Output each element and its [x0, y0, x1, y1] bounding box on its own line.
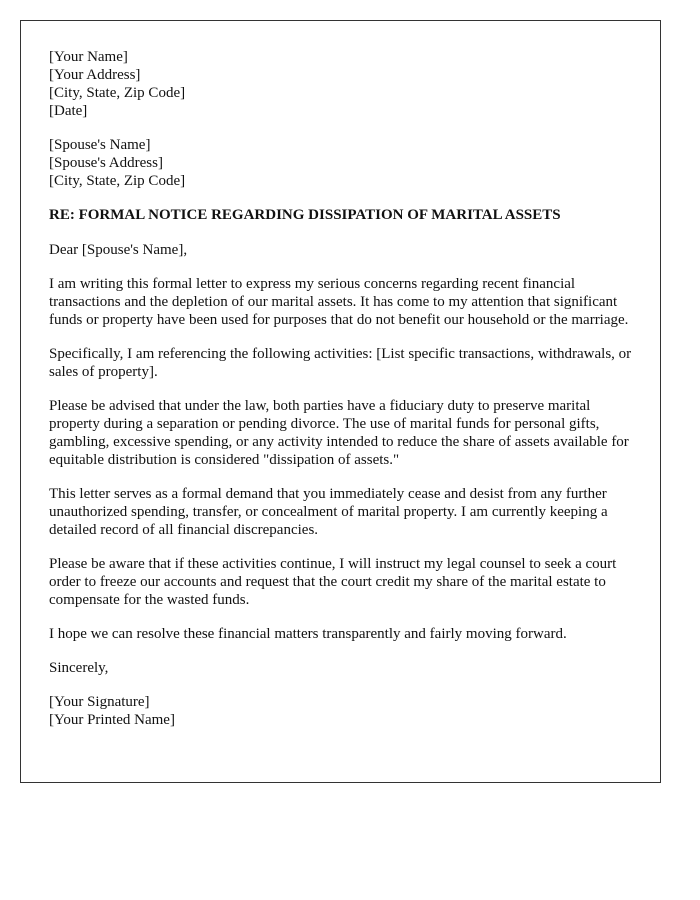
body-paragraph: Please be advised that under the law, both parties have a fiduciary duty to preserve marital property during a separation or pending divorce. The use of marital funds for personal gifts, gambling, excessive spending, or any activity intended to reduce the share of assets available for equitable distribution is considered "dissipation of assets.": [49, 398, 629, 468]
signature: [Your Signature]: [49, 694, 150, 710]
sender-name: [Your Name]: [49, 49, 128, 65]
body-paragraph: I am writing this formal letter to express my serious concerns regarding recent financial transactions and the depletion of our marital assets. It has come to my attention that significant funds or property have been used for purposes that do not benefit our household or the marriage.: [49, 276, 629, 328]
subject-line: RE: FORMAL NOTICE REGARDING DISSIPATION OF MARITAL ASSETS: [49, 207, 561, 223]
sender-address: [49, 48, 641, 120]
salutation: Dear [Spouse's Name],: [49, 242, 188, 258]
body-paragraph: This letter serves as a formal demand that you immediately cease and desist from any further unauthorized spending, transfer, or concealment of marital property. I am currently keeping a detailed record of all financial discrepancies.: [49, 486, 608, 538]
sender-street: [Your Address]: [49, 67, 141, 83]
recipient-name: [Spouse's Name]: [49, 137, 151, 153]
closing: Sincerely,: [49, 660, 109, 676]
letter-content: [49, 48, 641, 745]
printed-name: [Your Printed Name]: [49, 712, 175, 728]
recipient-address: [49, 136, 641, 190]
letter-page: [20, 20, 661, 783]
sender-city: [City, State, Zip Code]: [49, 85, 186, 101]
body-paragraph: Specifically, I am referencing the following activities: [List specific transactions, withdrawals, or sales of property].: [49, 346, 632, 380]
body-paragraph: Please be aware that if these activities continue, I will instruct my legal counsel to seek a court order to freeze our accounts and request that the court credit my share of the marital estate to compensate for the wasted funds.: [49, 556, 617, 608]
recipient-street: [Spouse's Address]: [49, 155, 163, 171]
signature-block: [49, 693, 641, 729]
letter-date: [Date]: [49, 103, 88, 119]
body-paragraph: I hope we can resolve these financial matters transparently and fairly moving forward.: [49, 626, 567, 642]
recipient-city: [City, State, Zip Code]: [49, 173, 186, 189]
